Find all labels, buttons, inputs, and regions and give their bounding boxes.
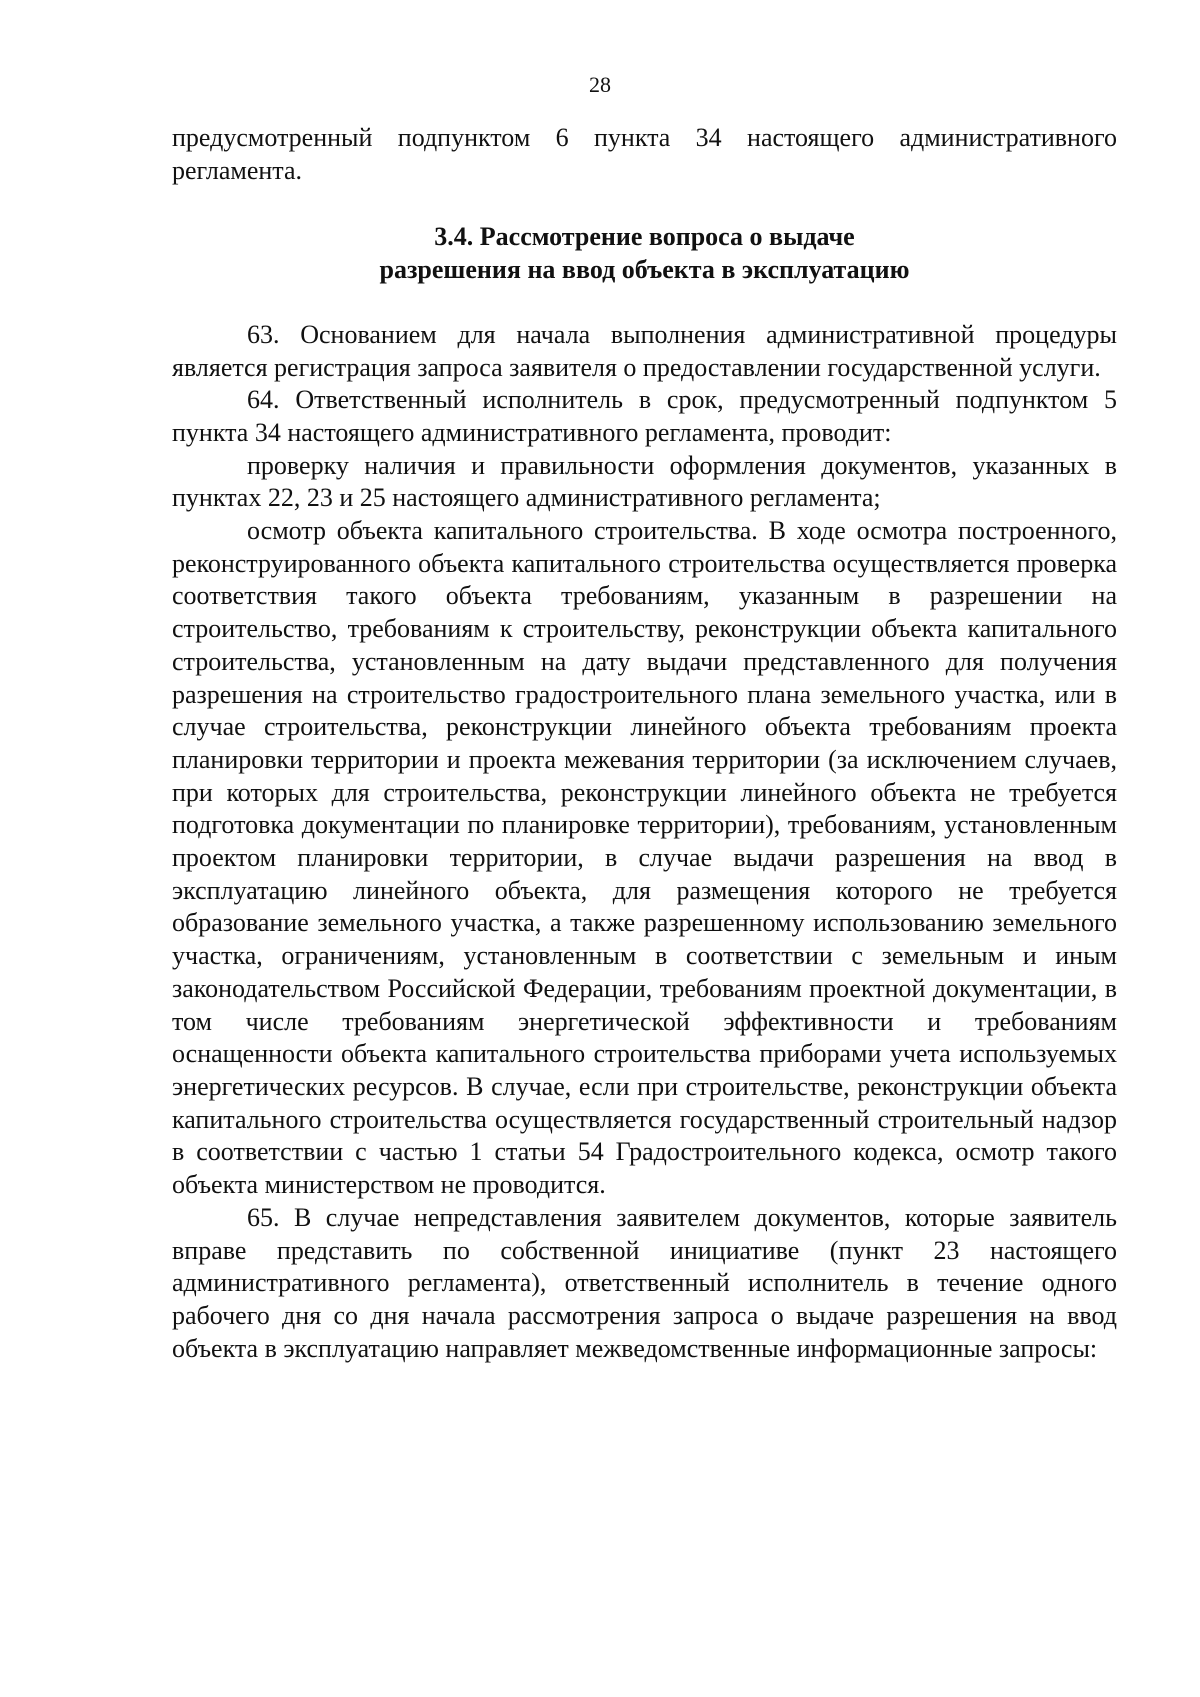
paragraph-63: 63. Основанием для начала выполнения административной процедуры является регистрация запроса заявителя о предоставлении государственной услуги.: [172, 319, 1117, 382]
paragraph-64-item-documents-check: проверку наличия и правильности оформления документов, указанных в пунктах 22, 23 и 25 настоящего административного регламента;: [172, 450, 1117, 513]
paragraph-65: 65. В случае непредставления заявителем документов, которые заявитель вправе представить по собственной инициативе (пункт 23 настоящего административного регламента), ответственный исполнитель в течение одного рабочего дня со дня начала рассмотрения запроса о выдаче разрешения на ввод объекта в эксплуатацию направляет межведомственные информационные запросы:: [172, 1202, 1117, 1363]
section-heading-line-1: 3.4. Рассмотрение вопроса о выдаче: [434, 222, 855, 252]
section-heading-line-2: разрешения на ввод объекта в эксплуатацию: [379, 255, 910, 285]
paragraph-64: 64. Ответственный исполнитель в срок, предусмотренный подпунктом 5 пункта 34 настоящего административного регламента, проводит:: [172, 385, 1117, 447]
page-number: 28: [589, 72, 611, 97]
paragraph-64-item-inspection: осмотр объекта капитального строительства. В ходе осмотра построенного, реконструированного объекта капитального строительства осуществляется проверка соответствия такого объекта требованиям, указанным в разрешении на строительство, требованиям к строительству, реконструкции объекта капитального строительства, установленным на дату выдачи представленного для получения разрешения на строительство градостроительного плана земельного участка, или в случае строительства, реконструкции линейного объекта требованиям проекта планировки территории и проекта межевания территории (за исключением случаев, при которых для строительства, реконструкции линейного объекта не требуется подготовка документации по планировке территории), требованиям, установленным проектом планировки территории, в случае выдачи разрешения на ввод в эксплуатацию линейного объекта, для размещения которого не требуется образование земельного участка, а также разрешенному использованию земельного участка, ограничениям, установленным в соответствии с земельным и иным законодательством Российской Федерации, требованиям проектной документации, в том числе требованиям энергетической эффективности и требованиям оснащенности объекта капитального строительства приборами учета используемых энергетических ресурсов. В случае, если при строительстве, реконструкции объекта капитального строительства осуществляется государственный строительный надзор в соответствии с частью 1 статьи 54 Градостроительного кодекса, осмотр такого объекта министерством не проводится.: [172, 516, 1117, 1200]
intro-paragraph: предусмотренный подпунктом 6 пункта 34 настоящего административного регламента.: [172, 123, 1117, 185]
page-body: [172, 122, 1117, 1365]
section-heading: [172, 221, 1117, 286]
